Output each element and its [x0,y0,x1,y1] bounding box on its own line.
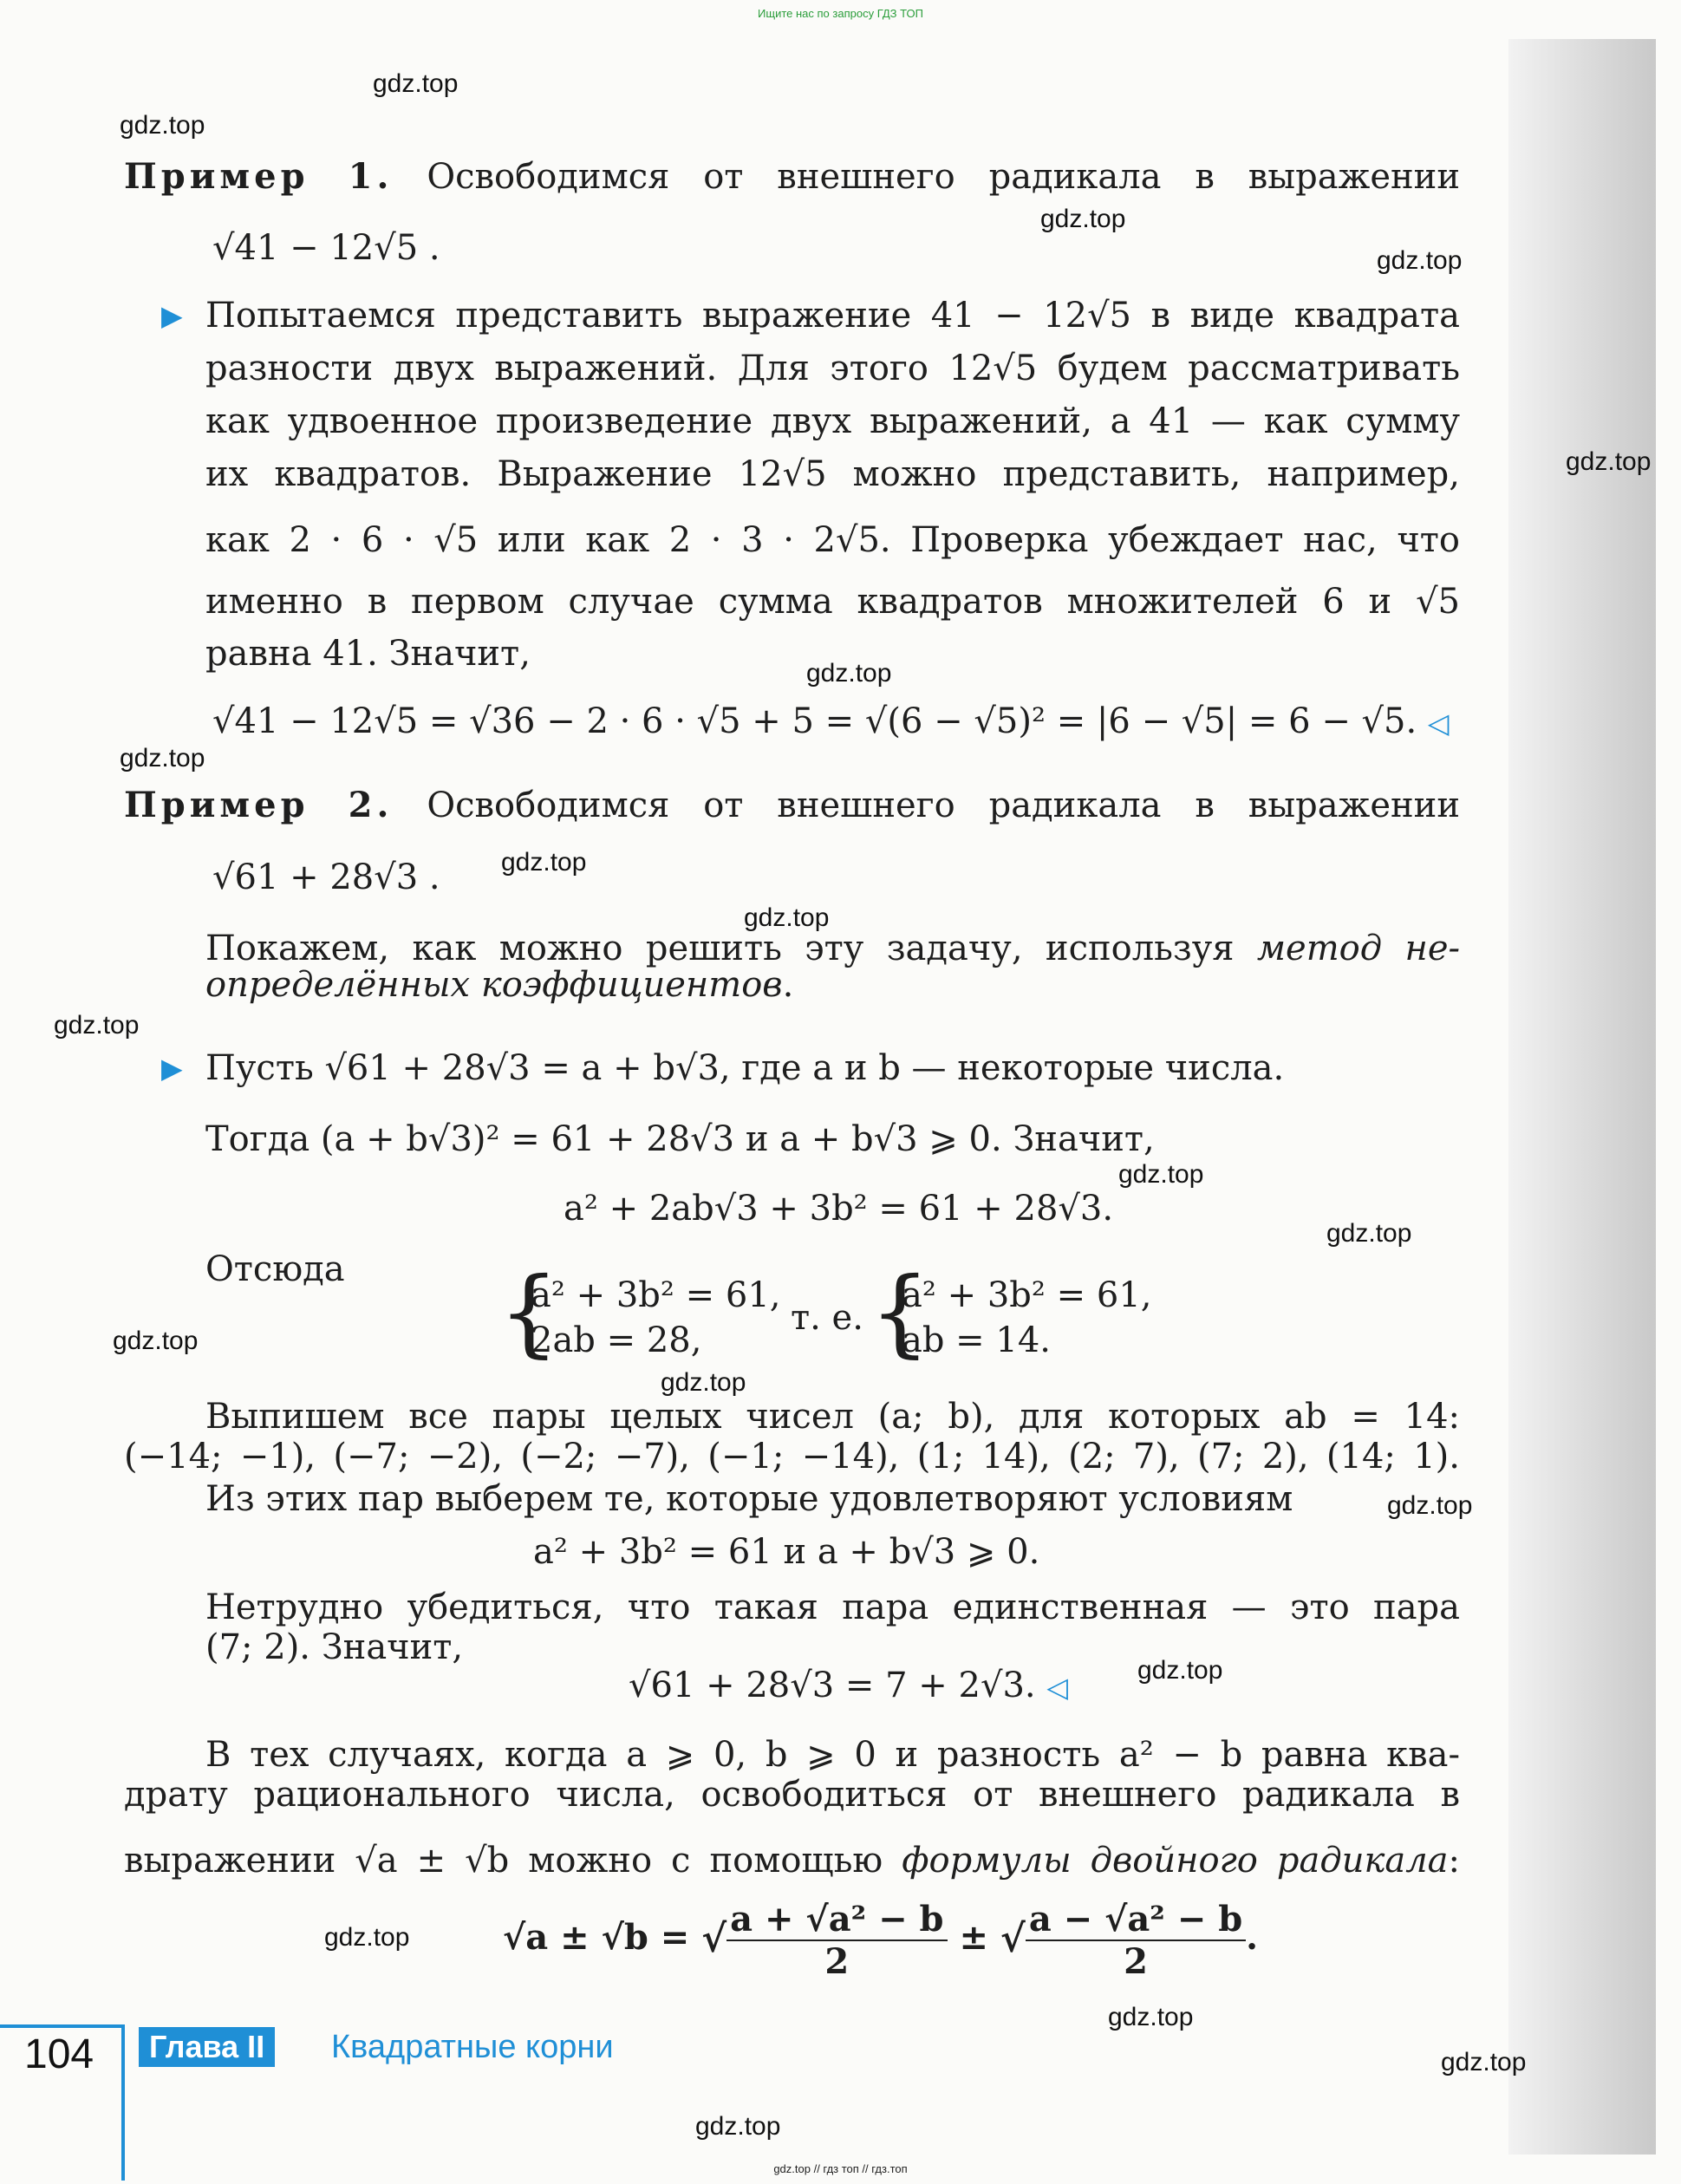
solution-start-marker: ▶ [161,299,183,332]
system-brace: { [498,1256,559,1367]
example-label: Пример 2. [124,785,394,825]
rule-line: В тех случаях, когда a ⩾ 0, b ⩾ 0 и разность a² − b равна ква- [205,1735,1460,1775]
watermark: gdz.top [113,1327,199,1355]
footer-note: gdz.top // гдз топ // гдз.топ [773,2162,908,2175]
example1-heading [124,156,1460,198]
system-row: a² + 3b² = 61, [531,1275,781,1315]
example1-result [212,701,1450,744]
watermark: gdz.top [806,659,892,688]
solution-line: Отсюда [205,1249,345,1289]
solution-line: Попытаемся представить выражение 41 − 12√5 в виде квадрата [205,296,1460,336]
watermark: gdz.top [1566,447,1652,476]
fraction-numerator: a + √a² − b [726,1899,947,1941]
condition: a² + 3b² = 61 и a + b√3 ⩾ 0. [533,1532,1040,1572]
solution-line: Из этих пар выберем те, которые удовлетворяют условиям [205,1479,1293,1519]
solution-line: их квадратов. Выражение 12√5 можно представить, например, [205,454,1460,494]
equation-system-1 [531,1273,780,1363]
watermark: gdz.top [324,1923,410,1952]
solution-line: Пусть √61 + 28√3 = a + b√3, где a и b — некоторые числа. [205,1048,1285,1088]
watermark: gdz.top [373,69,459,98]
example-intro: Освободимся от внешнего радикала в выражении [427,786,1460,825]
footer-rule [0,2024,125,2028]
solution-line: Нетрудно убедиться, что такая пара единственная — это пара [205,1587,1460,1627]
example-label: Пример 1. [124,156,394,197]
solution-line: именно в первом случае сумма квадратов множителей 6 и √5 [205,582,1460,622]
rule-text: выражении √a ± √b можно с помощью [124,1841,883,1881]
watermark: gdz.top [1118,1160,1204,1189]
example-intro: Освободимся от внешнего радикала в выражении [427,157,1460,197]
solution-line: (7; 2). Значит, [205,1627,464,1667]
watermark: gdz.top [1137,1656,1223,1685]
radical-sign: √ [1000,1917,1026,1961]
example2-heading [124,785,1460,826]
pairs-list: (−14; −1), (−7; −2), (−2; −7), (−1; −14), (1; 14), (2; 7), (7; 2), (14; 1). [124,1437,1460,1477]
method-term: определённых коэффициентов [205,965,783,1005]
watermark: gdz.top [501,848,587,877]
example2-answer [629,1665,1068,1708]
fraction-denominator: 2 [1124,1941,1148,1982]
solution-line: как удвоенное произведение двух выражений, а 41 — как сумму [205,401,1460,441]
watermark: gdz.top [1441,2048,1527,2076]
method-term: метод не- [1256,929,1461,968]
solution-line: Тогда (a + b√3)² = 61 + 28√3 и a + b√3 ⩾ 0. Значит, [205,1119,1155,1159]
watermark: gdz.top [695,2112,781,2141]
watermark: gdz.top [1108,2003,1194,2031]
system-row: ab = 14. [902,1320,1052,1360]
plus-minus: ± [959,1917,988,1958]
chapter-title: Квадратные корни [331,2029,614,2065]
watermark: gdz.top [1040,205,1126,233]
watermark: gdz.top [120,744,205,773]
solution-end-marker: ◁ [1427,707,1450,740]
solution-line: разности двух выражений. Для этого 12√5 будем рассматривать [205,349,1460,388]
punct: . [782,965,794,1005]
watermark: gdz.top [1387,1491,1473,1520]
fraction [1026,1899,1246,1982]
fraction-denominator: 2 [824,1941,850,1982]
watermark: gdz.top [120,111,205,140]
solution-line: равна 41. Значит, [205,634,531,674]
double-radical-formula [503,1899,1258,1982]
system-row: 2ab = 28, [531,1320,702,1360]
watermark: gdz.top [744,903,830,932]
watermark: gdz.top [661,1368,746,1397]
fraction [726,1899,947,1982]
page-number: 104 [24,2031,94,2077]
equation-system-2 [902,1273,1151,1363]
system-row: a² + 3b² = 61, [902,1275,1152,1315]
equation: √41 − 12√5 = √36 − 2 · 6 · √5 + 5 = √(6 − √5)² = |6 − √5| = 6 − √5. [212,701,1417,741]
formula-lhs: √a ± √b = [503,1917,690,1958]
page-edge-shadow [1508,39,1656,2155]
method-line [205,964,1460,1006]
fraction-numerator: a − √a² − b [1026,1899,1246,1941]
radical-sign: √ [701,1917,727,1961]
solution-line: Выпишем все пары целых чисел (a; b), для которых ab = 14: [205,1397,1460,1437]
rule-line: драту рационального числа, освободиться от внешнего радикала в [124,1775,1460,1815]
method-line [205,928,1460,969]
rule-term: формулы двойного радикала [902,1841,1449,1881]
watermark: gdz.top [54,1011,140,1040]
chapter-label: Глава II [139,2027,275,2067]
header-note: Ищите нас по запросу ГДЗ ТОП [758,7,923,20]
method-text: Покажем, как можно решить эту задачу, используя [205,929,1235,968]
watermark: gdz.top [1326,1219,1412,1248]
solution-line: как 2 · 6 · √5 или как 2 · 3 · 2√5. Проверка убеждает нас, что [205,520,1460,560]
equation: a² + 2ab√3 + 3b² = 61 + 28√3. [564,1189,1114,1229]
rule-line [124,1840,1460,1881]
equation: √61 + 28√3 = 7 + 2√3. [629,1666,1036,1705]
ie-text: т. е. [791,1298,863,1338]
example1-expression: √41 − 12√5 . [212,228,440,268]
system-brace: { [870,1256,930,1367]
solution-start-marker: ▶ [161,1052,183,1085]
punct: : [1448,1841,1460,1881]
footer-divider [121,2024,125,2181]
watermark: gdz.top [1377,246,1463,275]
example2-expression: √61 + 28√3 . [212,857,440,897]
punct: . [1246,1917,1259,1958]
solution-end-marker: ◁ [1046,1671,1068,1704]
